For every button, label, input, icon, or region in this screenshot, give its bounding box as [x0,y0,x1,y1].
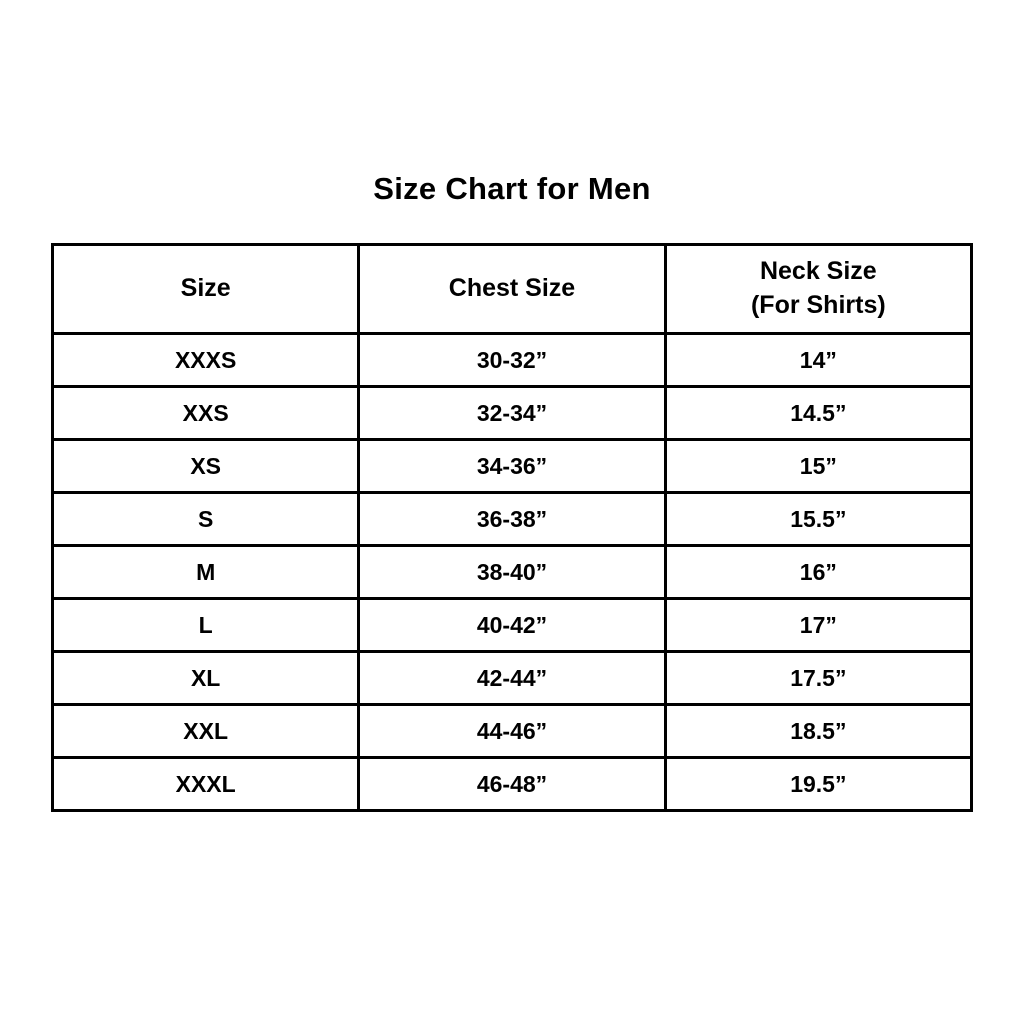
size-cell: XXXL [53,758,359,811]
header-chest-size [359,245,665,334]
size-cell: S [53,493,359,546]
size-table-body [53,334,972,811]
neck-size-cell: 19.5” [665,758,971,811]
chest-size-cell: 32-34” [359,387,665,440]
table-row [53,758,972,811]
table-row [53,493,972,546]
size-cell: XXS [53,387,359,440]
chest-size-cell: 44-46” [359,705,665,758]
chest-size-cell: 42-44” [359,652,665,705]
neck-size-cell: 18.5” [665,705,971,758]
table-row [53,334,972,387]
size-chart-table [51,243,973,812]
neck-size-cell: 14” [665,334,971,387]
table-row [53,652,972,705]
header-neck-size-label: Neck Size [759,257,877,286]
page-title: Size Chart for Men [373,171,651,206]
neck-size-cell: 17.5” [665,652,971,705]
table-row [53,440,972,493]
header-size-label: Size [180,274,231,303]
header-neck-size-sub: (For Shirts) [750,291,886,319]
size-cell: XXL [53,705,359,758]
header-row [53,245,972,334]
size-cell: XXXS [53,334,359,387]
chest-size-cell: 30-32” [359,334,665,387]
chest-size-cell: 38-40” [359,546,665,599]
table-row [53,599,972,652]
neck-size-cell: 15” [665,440,971,493]
chest-size-cell: 46-48” [359,758,665,811]
neck-size-cell: 15.5” [665,493,971,546]
header-chest-size-label: Chest Size [448,274,576,303]
neck-size-cell: 17” [665,599,971,652]
neck-size-cell: 14.5” [665,387,971,440]
table-row [53,705,972,758]
table-row [53,387,972,440]
size-cell: L [53,599,359,652]
size-cell: XL [53,652,359,705]
neck-size-cell: 16” [665,546,971,599]
table-row [53,546,972,599]
size-cell: M [53,546,359,599]
chest-size-cell: 34-36” [359,440,665,493]
header-neck-size [665,245,971,334]
header-size [53,245,359,334]
table-header [53,245,972,334]
size-cell: XS [53,440,359,493]
chest-size-cell: 40-42” [359,599,665,652]
chest-size-cell: 36-38” [359,493,665,546]
